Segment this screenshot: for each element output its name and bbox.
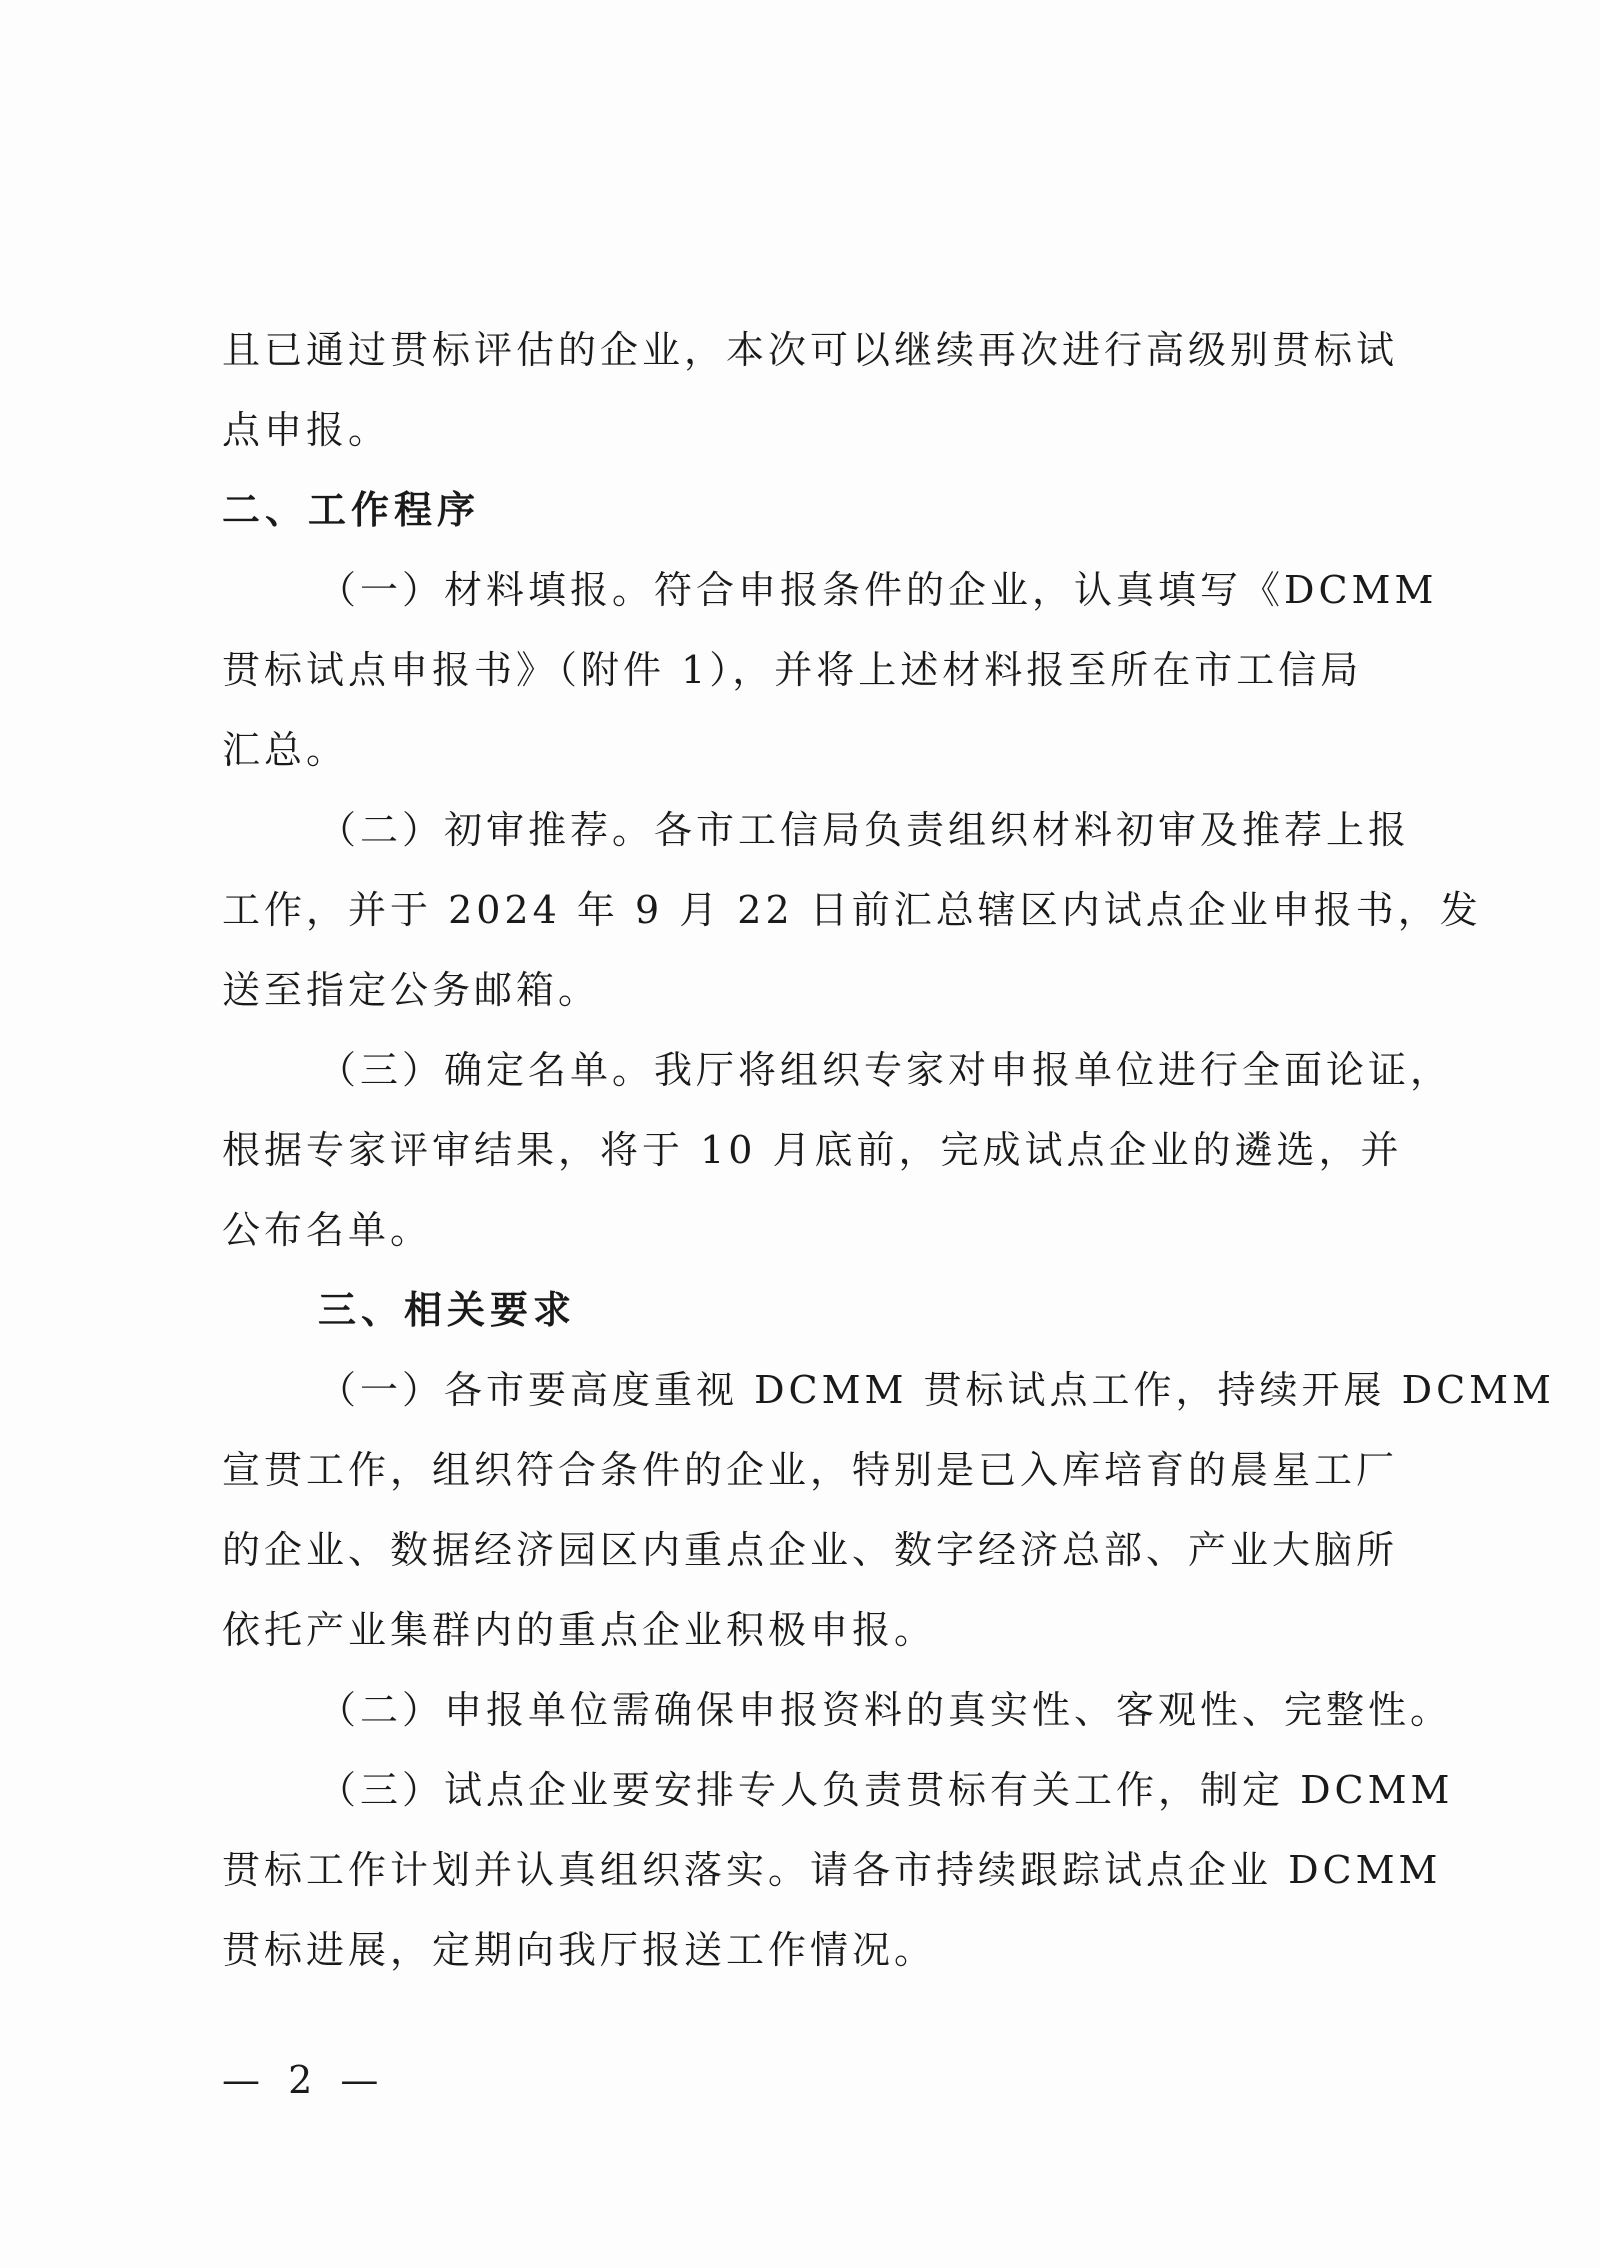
paragraph-line: 宣贯工作，组织符合条件的企业，特别是已入库培育的晨星工厂 xyxy=(222,1448,1399,1492)
paragraph-line: （一）材料填报。符合申报条件的企业，认真填写《DCMM xyxy=(318,568,1438,612)
page-number: — 2 — xyxy=(222,2058,387,2102)
paragraph-line: 工作，并于 2024 年 9 月 22 日前汇总辖区内试点企业申报书，发 xyxy=(222,888,1482,932)
paragraph-line: 贯标工作计划并认真组织落实。请各市持续跟踪试点企业 DCMM xyxy=(222,1848,1442,1892)
section-heading-procedure: 二、工作程序 xyxy=(222,488,481,532)
paragraph-line: 根据专家评审结果，将于 10 月底前，完成试点企业的遴选，并 xyxy=(222,1128,1403,1172)
paragraph-line: 送至指定公务邮箱。 xyxy=(222,968,601,1012)
paragraph-line: （三）试点企业要安排专人负责贯标有关工作，制定 DCMM xyxy=(318,1768,1454,1812)
paragraph-line: （二）初审推荐。各市工信局负责组织材料初审及推荐上报 xyxy=(318,808,1411,852)
paragraph-line: （一）各市要高度重视 DCMM 贯标试点工作，持续开展 DCMM xyxy=(318,1368,1555,1412)
paragraph-line: 公布名单。 xyxy=(222,1208,433,1252)
paragraph-line: （三）确定名单。我厅将组织专家对申报单位进行全面论证， xyxy=(318,1048,1453,1092)
section-heading-requirements: 三、相关要求 xyxy=(318,1288,577,1332)
paragraph-line: 依托产业集群内的重点企业积极申报。 xyxy=(222,1608,937,1652)
paragraph-line: 汇总。 xyxy=(222,728,349,772)
paragraph-line: （二）申报单位需确保申报资料的真实性、客观性、完整性。 xyxy=(318,1688,1453,1732)
paragraph-line: 点申报。 xyxy=(222,408,391,452)
paragraph-line: 贯标试点申报书》（附件 1），并将上述材料报至所在市工信局 xyxy=(222,648,1363,692)
paragraph-line: 且已通过贯标评估的企业，本次可以继续再次进行高级别贯标试 xyxy=(222,328,1399,372)
paragraph-line: 的企业、数据经济园区内重点企业、数字经济总部、产业大脑所 xyxy=(222,1528,1399,1572)
paragraph-line: 贯标进展，定期向我厅报送工作情况。 xyxy=(222,1928,937,1972)
